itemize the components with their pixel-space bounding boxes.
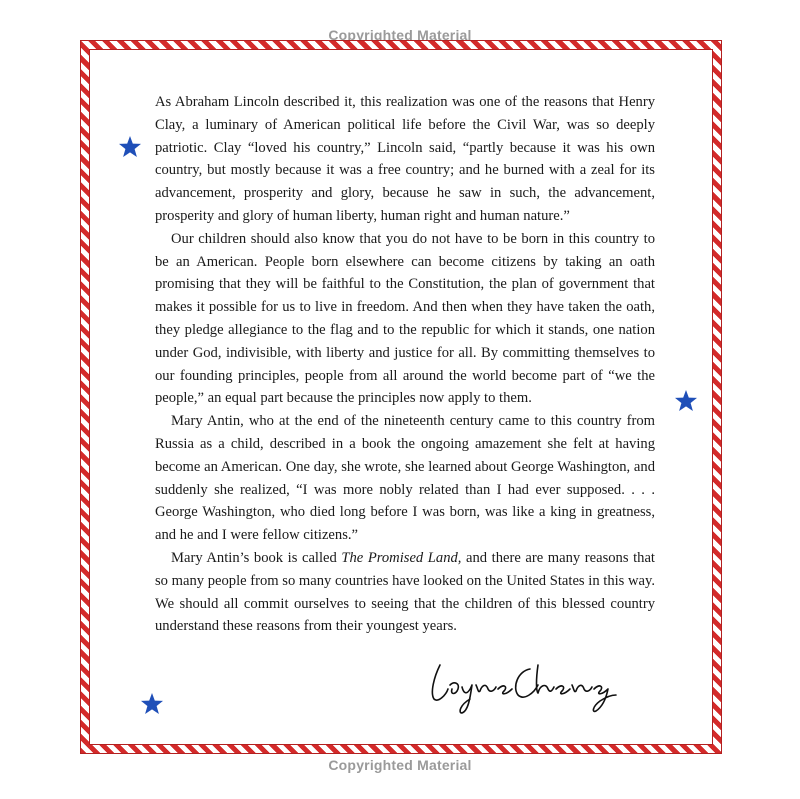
paragraph: Mary Antin, who at the end of the nineteenth century came to this country from Russia as a child, described in a book the ongoing amazement she felt at having become an American. One day, she wrote, she learned about George Washington, and suddenly she realized, “I was more nobly related than I had ever supposed. . . . George Washington, who died long before I was born, was like a king in greatness, and he and I were fellow citizens.”: [155, 413, 655, 544]
paragraph: Our children should also know that you do not have to be born in this country to be an American. People born elsewhere can become citizens by taking an oath promising that they will be faithful to the Constitution, the plan of government that makes it possible for us to live in freedom. And then when they have taken the oath, they pledge allegiance to the flag and to the republic for which it stands, one nation under God, indivisible, with liberty and justice for all. By committing themselves to our founding principles, people from all around the world become part of “we the people,” an equal part because the principles now apply to them.: [155, 230, 655, 407]
watermark-top: Copyrighted Material: [328, 27, 472, 43]
body-text: [155, 91, 655, 638]
signature-icon: [420, 655, 620, 715]
book-title: The Promised Land,: [341, 549, 462, 566]
star-icon: [674, 389, 698, 413]
watermark-bottom: Copyrighted Material: [328, 757, 472, 773]
paragraph-text: Mary Antin’s book is called: [171, 549, 342, 566]
paragraph: As Abraham Lincoln described it, this realization was one of the reasons that Henry Clay, a luminary of American political life before the Civil War, was so deeply patriotic. Clay “loved his country,” Lincoln said, “partly because it was his own country, but mostly because it was a free country; and he burned with a zeal for its advancement, prosperity and glory, because he saw in such, the advancement, prosperity and glory of human liberty, human right and human nature.”: [155, 94, 655, 224]
star-icon: [140, 692, 164, 716]
star-icon: [118, 135, 142, 159]
paragraph: [155, 547, 655, 638]
paragraph-text: and there are many reasons that so many people from so many countries have looked on the United States in this way. We should all commit ourselves to seeing that the children of this blessed country understand these reasons from their youngest years.: [155, 549, 656, 635]
